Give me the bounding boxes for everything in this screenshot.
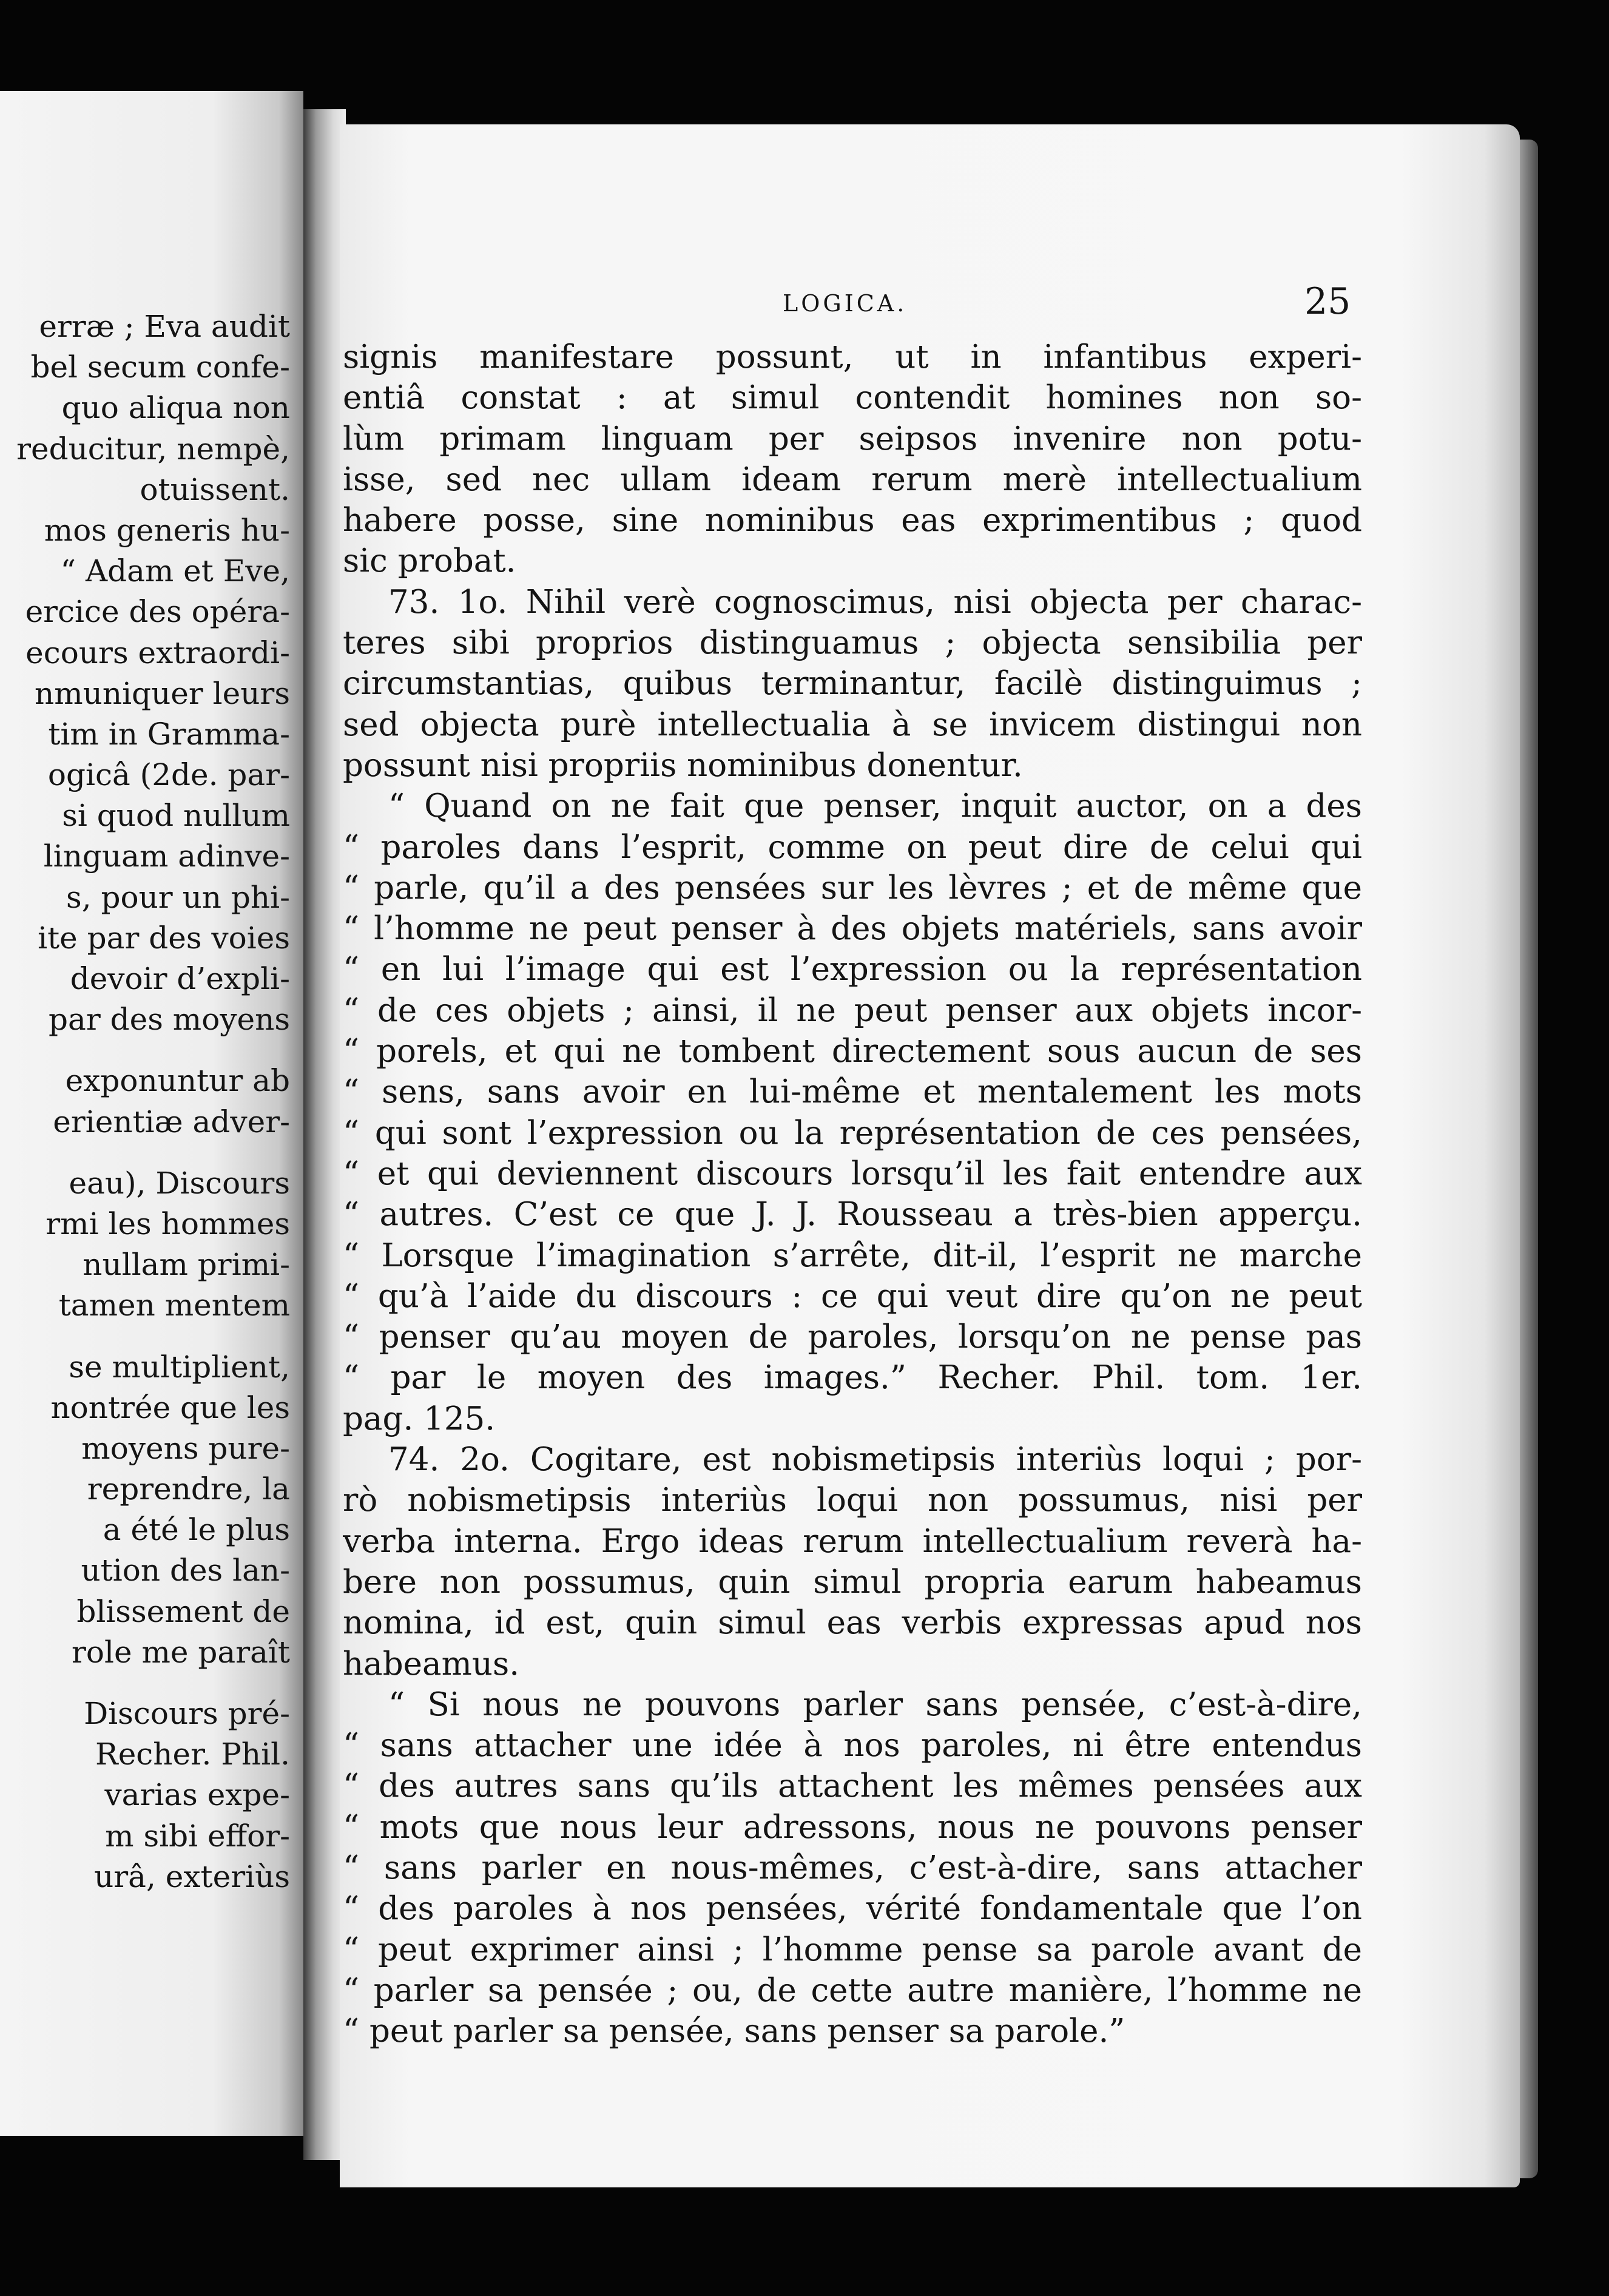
text-line: 74. 2o. Cogitare, est nobismetipsis interiùs loqui ; por-: [388, 1441, 1362, 1479]
left-text-line: tim in Gramma-: [48, 716, 290, 752]
text-line: “ de ces objets ; ainsi, il ne peut penser aux objets incor-: [343, 991, 1362, 1029]
left-text-line: blissement de: [76, 1593, 290, 1629]
text-line: “ sens, sans avoir en lui-même et mentalement les mots: [343, 1073, 1362, 1111]
left-text-line: mos generis hu-: [44, 512, 290, 548]
text-line: habeamus.: [343, 1645, 520, 1683]
left-text-line: s, pour un phi-: [66, 879, 290, 915]
text-line: “ peut exprimer ainsi ; l’homme pense sa parole avant de: [343, 1931, 1362, 1968]
text-line: bere non possumus, quin simul propria earum habeamus: [343, 1563, 1362, 1601]
text-line: “ porels, et qui ne tombent directement sous aucun de ses: [343, 1033, 1362, 1070]
text-line: “ autres. C’est ce que J. J. Rousseau a très-bien apperçu.: [343, 1196, 1362, 1234]
text-line: “ par le moyen des images.” Recher. Phil. tom. 1er.: [343, 1359, 1362, 1397]
text-line: teres sibi proprios distinguamus ; objecta sensibilia per: [343, 624, 1362, 662]
text-line: signis manifestare possunt, ut in infantibus experi-: [343, 339, 1362, 376]
left-text-line: se multiplient,: [69, 1349, 290, 1385]
text-line: “ l’homme ne peut penser à des objets matériels, sans avoir: [343, 910, 1362, 948]
text-line: “ parle, qu’il a des pensées sur les lèvres ; et de même que: [343, 869, 1362, 907]
left-text-line: m sibi effor-: [105, 1818, 290, 1854]
left-text-line: [5, 1040, 290, 1061]
text-line: “ qui sont l’expression ou la représentation de ces pensées,: [343, 1114, 1362, 1152]
left-text-line: ite par des voies: [38, 920, 290, 956]
left-text-line: ecours extraordi-: [25, 635, 290, 670]
left-text-line: quo aliqua non: [61, 390, 290, 426]
text-line: isse, sed nec ullam ideam rerum merè intellectualium: [343, 461, 1362, 498]
text-line: “ qu’à l’aide du discours : ce qui veut dire qu’on ne peut: [343, 1277, 1362, 1315]
text-line: “ mots que nous leur adressons, nous ne pouvons penser: [343, 1808, 1362, 1846]
left-text-line: “ Adam et Eve,: [60, 553, 290, 589]
text-line: “ Si nous ne pouvons parler sans pensée, c’est-à-dire,: [388, 1686, 1362, 1723]
text-line: “ des paroles à nos pensées, vérité fondamentale que l’on: [343, 1890, 1362, 1928]
text-line: verba interna. Ergo ideas rerum intellectualium reverà ha-: [343, 1522, 1362, 1560]
left-text-line: otuissent.: [140, 471, 290, 507]
left-text-line: varias expe-: [104, 1777, 290, 1813]
left-text-line: reducitur, nempè,: [16, 431, 290, 467]
running-head: LOGICA.: [783, 290, 908, 317]
left-facing-page: [0, 91, 303, 2136]
left-text-line: role me paraît: [72, 1634, 290, 1670]
left-text-line: exponuntur ab: [65, 1063, 290, 1099]
text-line: habere posse, sine nominibus eas exprimentibus ; quod: [343, 502, 1362, 539]
text-line: “ Quand on ne fait que penser, inquit auctor, on a des: [388, 788, 1362, 825]
text-line: “ en lui l’image qui est l’expression ou la représentation: [343, 951, 1362, 988]
text-line: “ paroles dans l’esprit, comme on peut dire de celui qui: [343, 828, 1362, 866]
left-text-line: nontrée que les: [50, 1389, 290, 1425]
left-text-line: tamen mentem: [58, 1288, 290, 1323]
text-line: “ Lorsque l’imagination s’arrête, dit-il, l’esprit ne marche: [343, 1237, 1362, 1274]
left-text-line: si quod nullum: [62, 798, 290, 834]
text-line: “ et qui deviennent discours lorsqu’il les fait entendre aux: [343, 1155, 1362, 1192]
text-line: “ penser qu’au moyen de paroles, lorsqu’on ne pense pas: [343, 1319, 1362, 1356]
text-line: lùm primam linguam per seipsos invenire non potu-: [343, 420, 1362, 458]
left-text-line: [5, 1326, 290, 1347]
left-text-line: par des moyens: [49, 1002, 290, 1038]
left-text-line: reprendre, la: [87, 1471, 290, 1507]
text-line: rò nobismetipsis interiùs loqui non possumus, nisi per: [343, 1482, 1362, 1519]
left-text-line: nmuniquer leurs: [35, 675, 290, 711]
text-line: possunt nisi propriis nominibus donentur.: [343, 746, 1023, 784]
left-text-line: eau), Discours: [69, 1165, 290, 1201]
text-line: “ sans parler en nous-mêmes, c’est-à-dire, sans attacher: [343, 1849, 1362, 1886]
text-line: nomina, id est, quin simul eas verbis expressas apud nos: [343, 1604, 1362, 1642]
left-text-line: Discours pré-: [84, 1696, 290, 1731]
text-line: sed objecta purè intellectualia à se invicem distingui non: [343, 706, 1362, 743]
text-line: “ des autres sans qu’ils attachent les mêmes pensées aux: [343, 1768, 1362, 1805]
left-page-text: [5, 306, 290, 1897]
text-line: pag. 125.: [343, 1400, 496, 1437]
left-text-line: erientiæ adver-: [53, 1104, 290, 1140]
left-text-line: moyens pure-: [81, 1430, 290, 1466]
left-text-line: a été le plus: [103, 1512, 290, 1548]
text-line: entiâ constat : at simul contendit homines non so-: [343, 379, 1362, 417]
left-text-line: ution des lan-: [81, 1553, 290, 1589]
left-text-line: devoir d’expli-: [70, 961, 290, 996]
left-text-line: rmi les hommes: [46, 1206, 290, 1241]
left-text-line: nullam primi-: [83, 1247, 290, 1283]
page-number: 25: [1304, 280, 1351, 323]
left-text-line: ogicâ (2de. par-: [47, 757, 290, 793]
left-text-line: urâ, exteriùs: [94, 1859, 290, 1894]
text-line: “ parler sa pensée ; ou, de cette autre manière, l’homme ne: [343, 1971, 1362, 2009]
left-text-line: [5, 1143, 290, 1163]
text-line: “ peut parler sa pensée, sans penser sa parole.”: [343, 2013, 1125, 2050]
left-text-line: Recher. Phil.: [95, 1737, 290, 1772]
page-edge: [1520, 140, 1538, 2178]
left-text-line: ercice des opéra-: [25, 594, 290, 630]
left-text-line: erræ ; Eva audit: [39, 309, 290, 344]
left-text-line: linguam adinve-: [43, 839, 290, 874]
main-text-block: [343, 337, 1362, 2051]
text-line: “ sans attacher une idée à nos paroles, ni être entendus: [343, 1727, 1362, 1764]
text-line: circumstantias, quibus terminantur, facilè distinguimus ;: [343, 665, 1362, 703]
left-text-line: [5, 1673, 290, 1693]
left-text-line: bel secum confe-: [30, 349, 290, 385]
text-line: sic probat.: [343, 542, 516, 580]
text-line: 73. 1o. Nihil verè cognoscimus, nisi objecta per charac-: [388, 583, 1362, 621]
